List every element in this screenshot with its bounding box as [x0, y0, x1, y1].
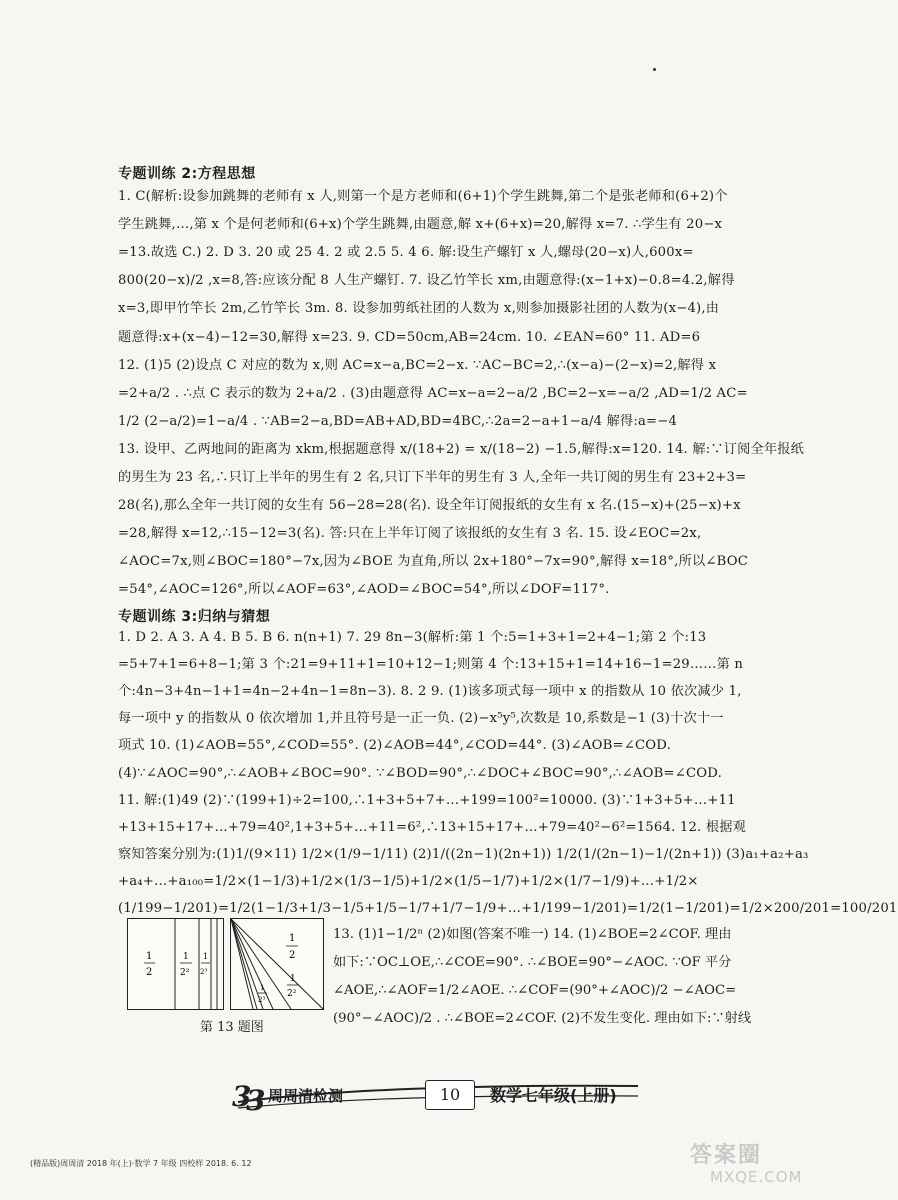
- sec1-line: 1/2 (2−a/2)=1−a/4 . ∵AB=2−a,BD=AB+AD,BD=4BC,∴2a=2−a+1−a/4 解得:a=−4: [118, 413, 678, 429]
- fig-right-label-1-num: 1: [289, 933, 296, 944]
- fig-left-label-1-den: 2: [146, 967, 153, 978]
- sec1-line: 12. (1)5 (2)设点 C 对应的数为 x,则 AC=x−a,BC=2−x. ∵AC−BC=2,∴(x−a)−(2−x)=2,解得 x: [118, 357, 717, 373]
- rightcol-line: ∠AOE,∴∠AOF=1/2∠AOE. ∴∠COF=(90°+∠AOC)/2 −∠AOC=: [333, 983, 737, 998]
- print-info: (精品版)周周清 2018 年(上)·数学 7 年级 四校样 2018. 6. 12: [30, 1159, 252, 1168]
- page-number: 10: [425, 1080, 475, 1110]
- section1-title: 专题训练 2:方程思想: [118, 166, 256, 182]
- figure-caption: 第 13 题图: [200, 1020, 264, 1035]
- fig-right-label-3-den: 2³: [258, 996, 266, 1004]
- sec1-line: 28(名),那么全年一共订阅的女生有 56−28=28(名). 设全年订阅报纸的女生有 x 名.(15−x)+(25−x)+x: [118, 498, 741, 514]
- sec2-line: 每一项中 y 的指数从 0 依次增加 1,并且符号是一正一负. (2)−x⁵y⁵,次数是 10,系数是−1 (3)十次十一: [118, 711, 724, 727]
- sec1-line: 学生跳舞,…,第 x 个是何老师和(6+x)个学生跳舞,由题意,解 x+(6+x)=20,解得 x=7. ∴学生有 20−x: [118, 217, 723, 233]
- sec1-line: 的男生为 23 名,∴只订上半年的男生有 2 名,只订下半年的男生有 3 人,全年一共订阅的男生有 23+2+3=: [118, 470, 747, 485]
- sec1-line: ∠AOC=7x,则∠BOC=180°−7x,因为∠BOE 为直角,所以 2x+180°−7x=90°,解得 x=18°,所以∠BOC: [118, 554, 749, 570]
- fig-left-label-2-num: 1: [183, 952, 189, 962]
- sec1-line: 题意得:x+(x−4)−12=30,解得 x=23. 9. CD=50cm,AB=24cm. 10. ∠EAN=60° 11. AD=6: [118, 329, 701, 345]
- fig-right-label-3-num: 1: [260, 984, 265, 992]
- footer-brand: 周周清检测: [268, 1087, 344, 1105]
- svg-text:3: 3: [232, 1080, 252, 1113]
- sec1-line: 800(20−x)/2 ,x=8,答:应该分配 8 人生产螺钉. 7. 设乙竹竿长 xm,由题意得:(x−1+x)−0.8=4.2,解得: [118, 273, 735, 289]
- sec2-line: 1. D 2. A 3. A 4. B 5. B 6. n(n+1) 7. 29 8n−3(解析:第 1 个:5=1+3+1=2+4−1;第 2 个:13: [118, 630, 707, 645]
- sec2-line: (4)∵∠AOC=90°,∴∠AOB+∠BOC=90°. ∵∠BOD=90°,∴∠DOC+∠BOC=90°,∴∠AOB=∠COD.: [118, 765, 722, 781]
- fig-right-label-1-den: 2: [289, 950, 296, 961]
- rightcol-line: 13. (1)1−1/2ⁿ (2)如图(答案不唯一) 14. (1)∠BOE=2∠COF. 理由: [333, 927, 732, 942]
- section2-title: 专题训练 3:归纳与猜想: [118, 609, 271, 625]
- sec2-line: +13+15+17+…+79=40²,1+3+5+…+11=6²,∴13+15+17+…+79=40²−6²=1564. 12. 根据观: [118, 819, 746, 835]
- watermark-logo: 答案圈: [690, 1143, 763, 1168]
- watermark-url: MXQE.COM: [710, 1168, 803, 1186]
- figure-triangles: [230, 918, 324, 1010]
- fig-left-label-3-num: 1: [203, 952, 209, 961]
- fig-left-label-2-den: 2²: [180, 968, 190, 978]
- sec1-line: =13.故选 C.) 2. D 3. 20 或 25 4. 2 或 2.5 5. 4 6. 解:设生产螺钉 x 人,螺母(20−x)人,600x=: [118, 245, 694, 261]
- rightcol-line: 如下:∵OC⊥OE,∴∠COE=90°. ∴∠BOE=90°−∠AOC. ∵OF 平分: [333, 955, 732, 970]
- sec2-line: 11. 解:(1)49 (2)∵(199+1)÷2=100,∴1+3+5+7+…+199=100²=10000. (3)∵1+3+5+…+11: [118, 792, 736, 808]
- speck: [653, 68, 656, 71]
- fig-left-label-1-num: 1: [146, 951, 153, 962]
- sec1-line: x=3,即甲竹竿长 2m,乙竹竿长 3m. 8. 设参加剪纸社团的人数为 x,则参加摄影社团的人数为(x−4),由: [118, 301, 720, 317]
- fig-right-label-2-num: 1: [290, 974, 296, 984]
- sec1-line: =28,解得 x=12,∴15−12=3(名). 答:只在上半年订阅了该报纸的女生有 3 名. 15. 设∠EOC=2x,: [118, 526, 702, 542]
- svg-text:3: 3: [246, 1084, 266, 1117]
- sec2-line: =5+7+1=6+8−1;第 3 个:21=9+11+1=10+12−1;则第 4 个:13+15+1=14+16−1=29……第 n: [118, 657, 744, 673]
- sec2-line: 项式 10. (1)∠AOB=55°,∠COD=55°. (2)∠AOB=44°,∠COD=44°. (3)∠AOB=∠COD.: [118, 738, 671, 754]
- sec2-line: 察知答案分别为:(1)1/(9×11) 1/2×(1/9−1/11) (2)1/((2n−1)(2n+1)) 1/2(1/(2n−1)−1/(2n+1)) (3)a₁+a₂+a₃: [118, 846, 809, 862]
- figure-rectangles-svg: [128, 919, 223, 1009]
- sec1-line: =2+a/2 . ∴点 C 表示的数为 2+a/2 . (3)由题意得 AC=x−a=2−a/2 ,BC=2−x=−a/2 ,AD=1/2 AC=: [118, 385, 748, 401]
- fig-right-label-2-den: 2²: [287, 989, 297, 999]
- sec2-line: 个:4n−3+4n−1+1=4n−2+4n−1=8n−3). 8. 2 9. (1)该多项式每一项中 x 的指数从 10 依次减少 1,: [118, 684, 742, 700]
- sec1-line: 13. 设甲、乙两地间的距离为 xkm,根据题意得 x/(18+2) = x/(18−2) −1.5,解得:x=120. 14. 解:∵订阅全年报纸: [118, 441, 805, 457]
- figure-rectangles: [127, 918, 224, 1010]
- book-title: 数学七年级(上册): [490, 1086, 617, 1105]
- fig-left-label-3-den: 2³: [200, 968, 208, 976]
- sec2-line: (1/199−1/201)=1/2(1−1/3+1/3−1/5+1/5−1/7+1/7−1/9+…+1/199−1/201)=1/2(1−1/201)=1/2×200/201=100/201: [118, 901, 898, 916]
- figure-triangles-svg: [231, 919, 323, 1009]
- rightcol-line: (90°−∠AOC)/2 . ∴∠BOE=2∠COF. (2)不发生变化. 理由如下:∵射线: [333, 1011, 752, 1026]
- sec2-line: +a₄+…+a₁₀₀=1/2×(1−1/3)+1/2×(1/3−1/5)+1/2×(1/5−1/7)+1/2×(1/7−1/9)+…+1/2×: [118, 873, 699, 889]
- sec1-line: 1. C(解析:设参加跳舞的老师有 x 人,则第一个是方老师和(6+1)个学生跳舞,第二个是张老师和(6+2)个: [118, 189, 728, 204]
- sec1-line: =54°,∠AOC=126°,所以∠AOF=63°,∠AOD=∠BOC=54°,所以∠DOF=117°.: [118, 582, 610, 598]
